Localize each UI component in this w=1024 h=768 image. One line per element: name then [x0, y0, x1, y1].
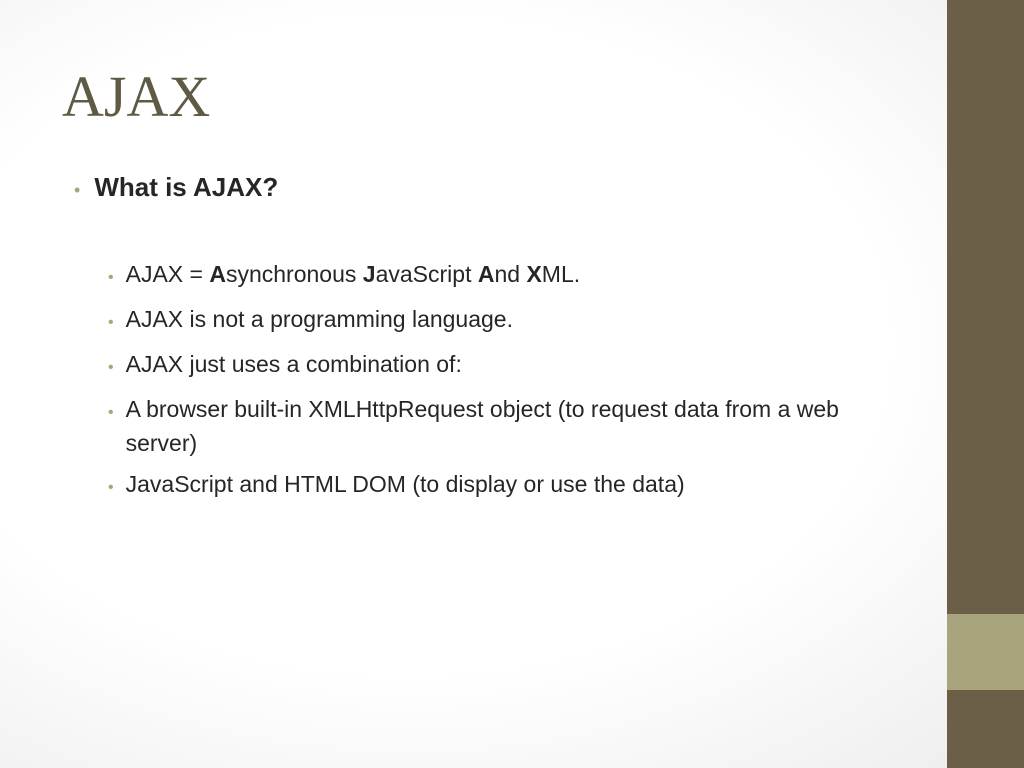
- bullet-dot-icon: •: [108, 479, 114, 496]
- list-item: [108, 467, 908, 505]
- text-fragment: nd: [494, 261, 527, 287]
- list-item-text: [126, 257, 908, 291]
- main-bullet: [74, 171, 278, 206]
- text-fragment: avaScript: [375, 261, 478, 287]
- acronym-letter: A: [477, 261, 495, 287]
- bullet-dot-icon: •: [108, 269, 114, 286]
- main-bullet-text: What is AJAX?: [94, 172, 279, 202]
- list-item: [108, 302, 908, 340]
- acronym-letter: J: [362, 261, 376, 287]
- list-item-text: A browser built-in XMLHttpRequest object (to request data from a web server): [125, 396, 839, 456]
- sidebar-accent-block: [947, 614, 1024, 690]
- list-item: [108, 347, 908, 385]
- list-item: [108, 392, 908, 460]
- acronym-letter: X: [526, 261, 542, 287]
- bullet-dot-icon: •: [108, 314, 114, 331]
- list-item-text: AJAX is not a programming language.: [125, 306, 513, 332]
- text-fragment: synchronous: [225, 261, 363, 287]
- list-item: [108, 257, 908, 295]
- bullet-dot-icon: •: [108, 404, 114, 421]
- sub-bullet-list: [108, 257, 908, 512]
- acronym-letter: A: [209, 261, 226, 287]
- slide-title: AJAX: [62, 64, 211, 129]
- bullet-dot-icon: •: [108, 359, 114, 376]
- list-item-text: JavaScript and HTML DOM (to display or use the data): [125, 471, 685, 497]
- text-fragment: AJAX =: [125, 261, 210, 287]
- list-item-text: AJAX just uses a combination of:: [125, 351, 462, 377]
- text-fragment: ML.: [541, 261, 581, 287]
- bullet-dot-icon: •: [74, 180, 81, 200]
